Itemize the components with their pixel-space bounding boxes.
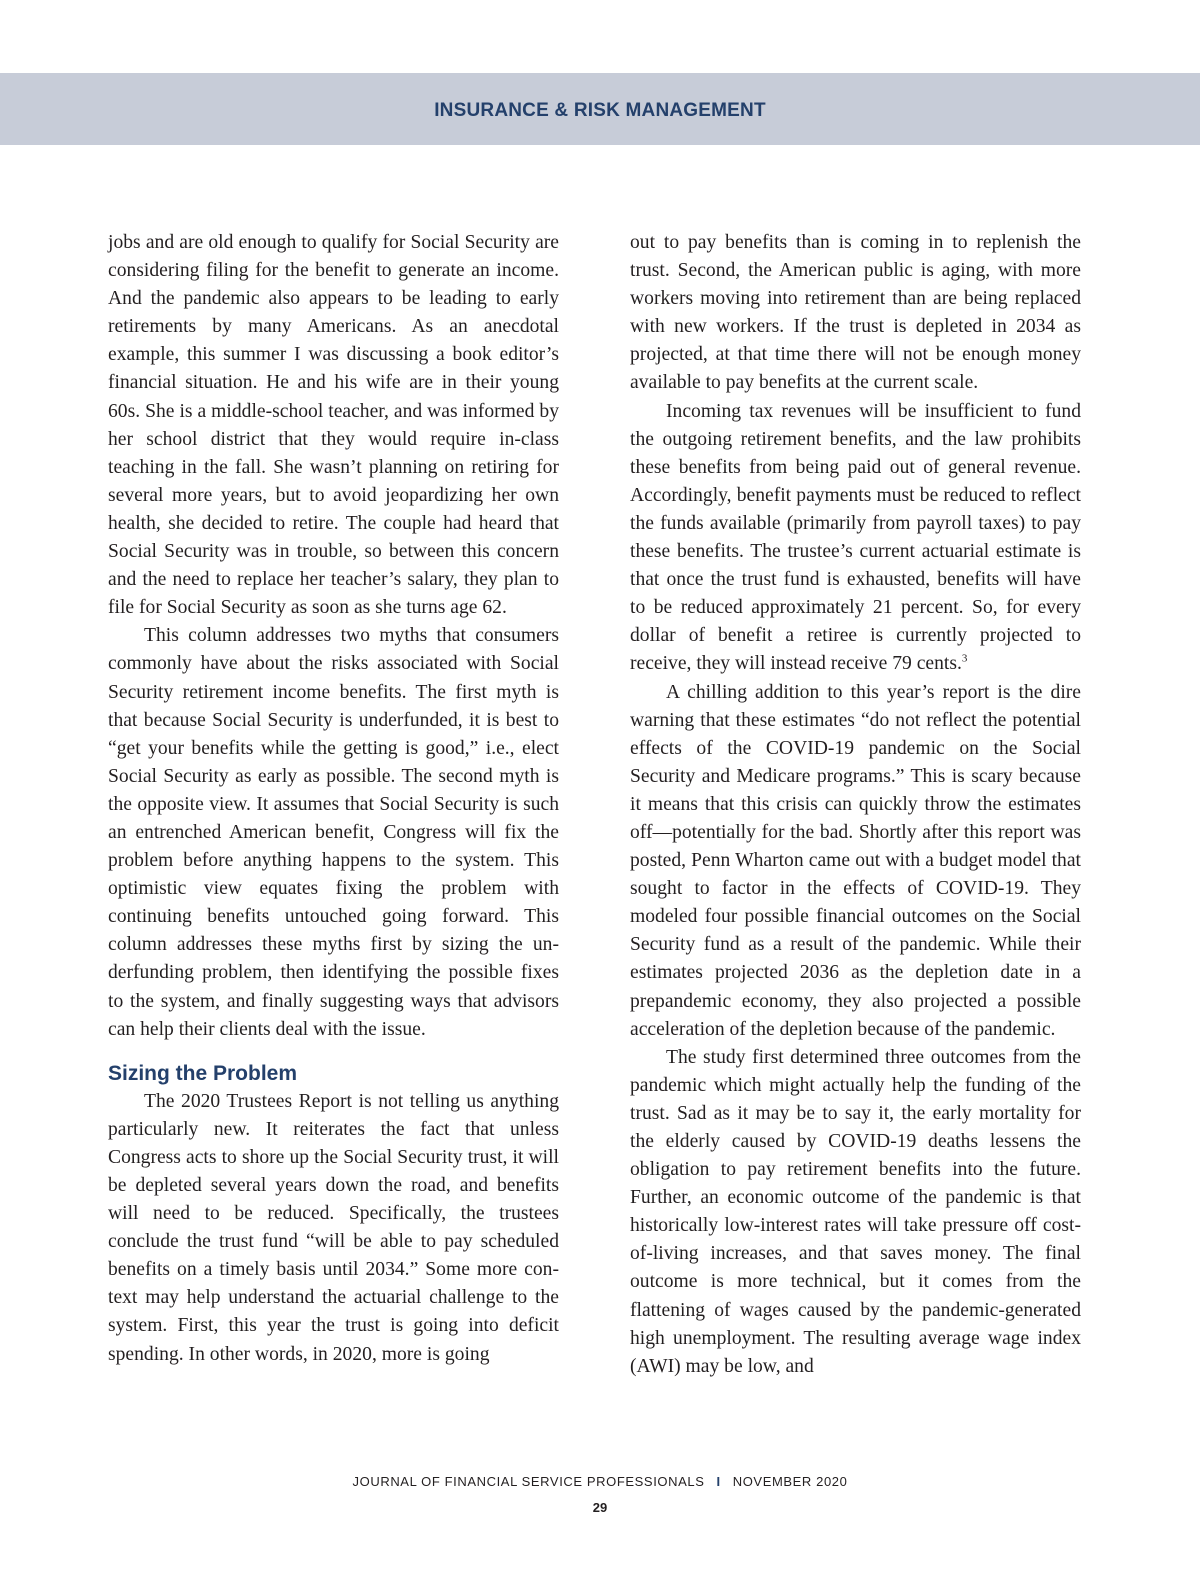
body-paragraph: out to pay benefits than is coming in to replenish the trust. Second, the American public is aging, with more workers moving into retirement than are being replaced with new workers. If the trust is depleted in 2034 as projected, at that time there will not be enough money available to pay benefits at the current scale. — [630, 232, 1081, 394]
section-header-band — [0, 73, 1200, 145]
footer-separator: I — [716, 1474, 721, 1489]
issue-date: NOVEMBER 2020 — [732, 1474, 848, 1489]
left-column — [108, 229, 559, 1369]
section-heading: Sizing the Problem — [108, 1061, 298, 1085]
page-footer — [0, 1474, 1200, 1489]
body-paragraph — [630, 398, 1081, 679]
page-number: 29 — [592, 1500, 608, 1515]
body-paragraph: jobs and are old enough to qualify for Social Security are considering filing for the benefit to generate an income. And the pandemic also appears to be leading to early retirements by many Americans. As an anecdotal example, this summer I was discussing a book editor’s financial situation. He and his wife are in their young 60s. She is a middle-school teacher, and was informed by her school district that they would require in-class teaching in the fall. She wasn’t planning on retiring for several more years, but to avoid jeopardizing her own health, she decided to retire. The couple had heard that Social Security was in trouble, so between this concern and the need to replace her teacher’s salary, they plan to file for Social Security as soon as she turns age 62. — [108, 232, 559, 619]
body-paragraph: The study first determined three outcomes from the pandemic which might actually help the funding of the trust. Sad as it may be to say it, the early mortality for the elderly caused by COVID-19 deaths lessens the obligation to pay retirement benefits into the future. Further, an economic outcome of the pandemic is that historically low-interest rates will take pressure off cost-of-living increases, and that saves money. The final outcome is more technical, but it comes from the flattening of wages caused by the pandemic-generated high unemployment. The resulting average wage index (AWI) may be low, and — [630, 1046, 1081, 1377]
body-paragraph-text: Incoming tax revenues will be insufficient to fund the outgoing retirement benefits, and the law prohibits these benefits from being paid out of general revenue. Accordingly, benefit payments must be reduced to reflect the funds available (primarily from payroll taxes) to pay these benefits. The trustee’s current actuarial estimate is that once the trust fund is exhausted, benefits will have to be reduced approximately 21 percent. So, for every dollar of benefit a retiree is currently projected to receive, they will instead receive 79 cents. — [630, 400, 1081, 675]
body-paragraph: This column addresses two myths that consumers commonly have about the risks associated with Social Security retirement income benefits. The first myth is that because Social Security is underfunded, it is best to “get your benefits while the getting is good,” i.e., elect Social Security as early as possible. The second myth is the opposite view. It assumes that Social Security is such an entrenched American benefit, Congress will fix the problem before anything happens to the system. This optimistic view equates fixing the problem with continuing benefits untouched going forward. This column addresses these myths first by sizing the underfunding problem, then identifying the possible fixes to the system, and finally suggesting ways that advisors can help their clients deal with the issue. — [108, 625, 559, 1040]
body-paragraph: The 2020 Trustees Report is not telling us anything particularly new. It reiterates the fact that unless Congress acts to shore up the Social Security trust, it will be depleted several years down the road, and benefits will need to be reduced. Specifically, the trustees conclude the trust fund “will be able to pay scheduled benefits on a timely basis until 2034.” Some more context may help understand the actuarial challenge to the system. First, this year the trust is going into deficit spending. In other words, in 2020, more is going — [108, 1090, 559, 1365]
body-paragraph: A chilling addition to this year’s report is the dire warning that these estimates “do not reflect the potential effects of the COVID-19 pandemic on the Social Security and Medicare programs.” This is scary because it means that this crisis can quickly throw the estimates off—potentially for the bad. Shortly after this report was posted, Penn Wharton came out with a budget model that sought to factor in the effects of COVID-19. They modeled four possible financial outcomes on the Social Security fund as a result of the pandemic. While their estimates projected 2036 as the depletion date in a prepandemic economy, they also projected a possible acceleration of the depletion because of the pandemic. — [630, 681, 1081, 1040]
footnote-marker: 3 — [961, 652, 968, 665]
right-column — [630, 229, 1081, 1381]
section-title: INSURANCE & RISK MANAGEMENT — [434, 100, 766, 121]
journal-name: JOURNAL OF FINANCIAL SERVICE PROFESSIONALS — [352, 1474, 705, 1489]
